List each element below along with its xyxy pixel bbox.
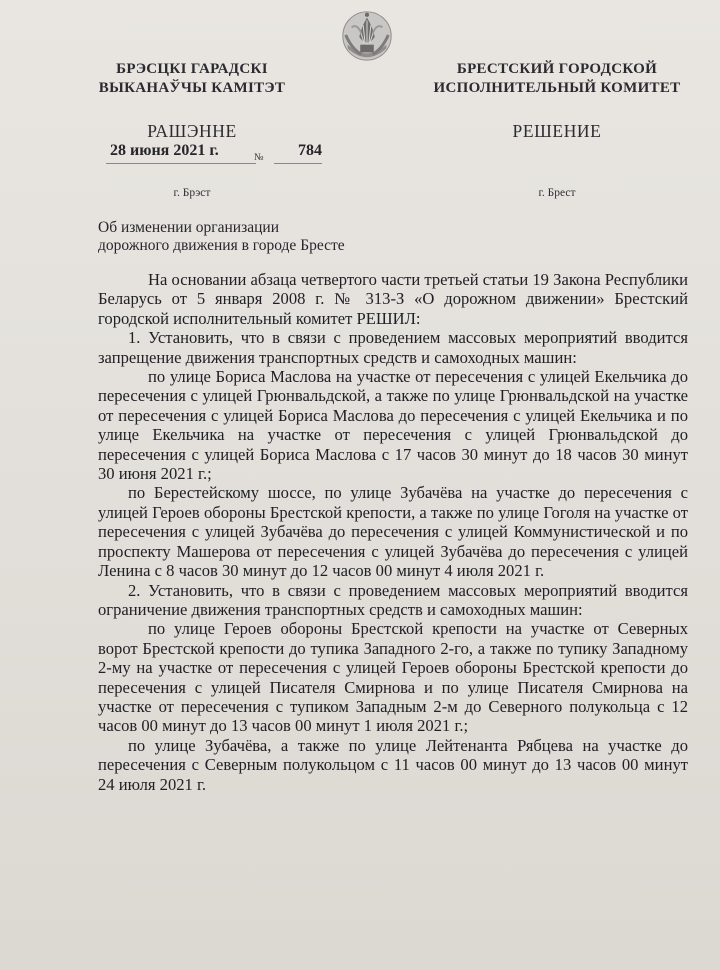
item-1-clause-a: по улице Бориса Маслова на участке от пересечения с улицей Екельчика до пересечения с улицей Грюнвальдской, а также по улице Грюнвальдской на участке от пересечения с улицей Бориса Маслова до пересечения с улицей Екельчика и по улице Екельчика на участке от пересечения с улицей Грюнвальдской до пересечения с улицей Бориса Маслова с 17 часов 30 минут до 18 часов 30 минут 30 июня 2021 г.;	[98, 367, 688, 484]
preamble-paragraph: На основании абзаца четвертого части третьей статьи 19 Закона Республики Беларусь от 5 января 2008 г. № 313-З «О дорожном движении» Брестский городской исполнительный комитет РЕШИЛ:	[98, 270, 688, 328]
doc-type-russian: РЕШЕНИЕ	[512, 121, 602, 141]
org-name-belarusian	[92, 60, 292, 98]
item-2-clause-a: по улице Героев обороны Брестской крепости на участке от Северных ворот Брестской крепости до тупика Западного 2-го, а также по тупику Западному 2-му на участке от пересечения с улицей Героев обороны Брестской крепости до пересечения с улицей Писателя Смирнова и по улице Писателя Смирнова на участке от пересечения с тупиком Западным 2-м до Северного полукольца с 12 часов 00 минут до 13 часов 00 минут 1 июля 2021 г.;	[98, 619, 688, 736]
number-sign: №	[254, 152, 264, 163]
org-name-line1: БРЭСЦКІ ГАРАДСКІ	[116, 61, 268, 77]
doc-type-belarusian: РАШЭННЕ	[147, 121, 237, 141]
item-2-intro: 2. Установить, что в связи с проведением массовых мероприятий вводится ограничение движения транспортных средств и самоходных машин:	[98, 580, 688, 619]
document-subject	[98, 219, 398, 255]
decision-date: 28 июня 2021 г.	[106, 142, 256, 164]
subject-line2: дорожного движения в городе Бресте	[98, 237, 345, 254]
org-name-russian	[432, 60, 682, 98]
org-name-line2: ИСПОЛНИТЕЛЬНЫЙ КОМИТЕТ	[433, 80, 681, 96]
org-name-line2: ВЫКАНАЎЧЫ КАМІТЭТ	[98, 80, 286, 96]
city-belarusian: г. Брэст	[173, 187, 211, 199]
item-2-clause-b: по улице Зубачёва, а также по улице Лейтенанта Рябцева на участке до пересечения с Северным полукольцом с 11 часов 00 минут до 13 часов 00 минут 24 июля 2021 г.	[98, 735, 688, 794]
belarus-coat-of-arms-icon	[338, 6, 396, 64]
subject-line1: Об изменении организации	[98, 219, 279, 236]
decision-number: 784	[274, 142, 322, 164]
org-name-line1: БРЕСТСКИЙ ГОРОДСКОЙ	[456, 61, 658, 77]
item-1-clause-b: по Берестейскому шоссе, по улице Зубачёва на участке до пересечения с улицей Героев обороны Брестской крепости, а также по улице Гоголя на участке от пересечения с улицей Зубачёва до пересечения с улицей Коммунистической и по проспекту Машерова от пересечения с улицей Зубачёва до пересечения с улицей Ленина с 8 часов 30 минут до 12 часов 00 минут 4 июля 2021 г.	[98, 483, 688, 581]
date-number-row	[106, 142, 322, 170]
document-body	[98, 270, 688, 794]
item-1-intro: 1. Установить, что в связи с проведением массовых мероприятий вводится запрещение движения транспортных средств и самоходных машин:	[98, 328, 688, 367]
city-russian: г. Брест	[538, 187, 576, 199]
